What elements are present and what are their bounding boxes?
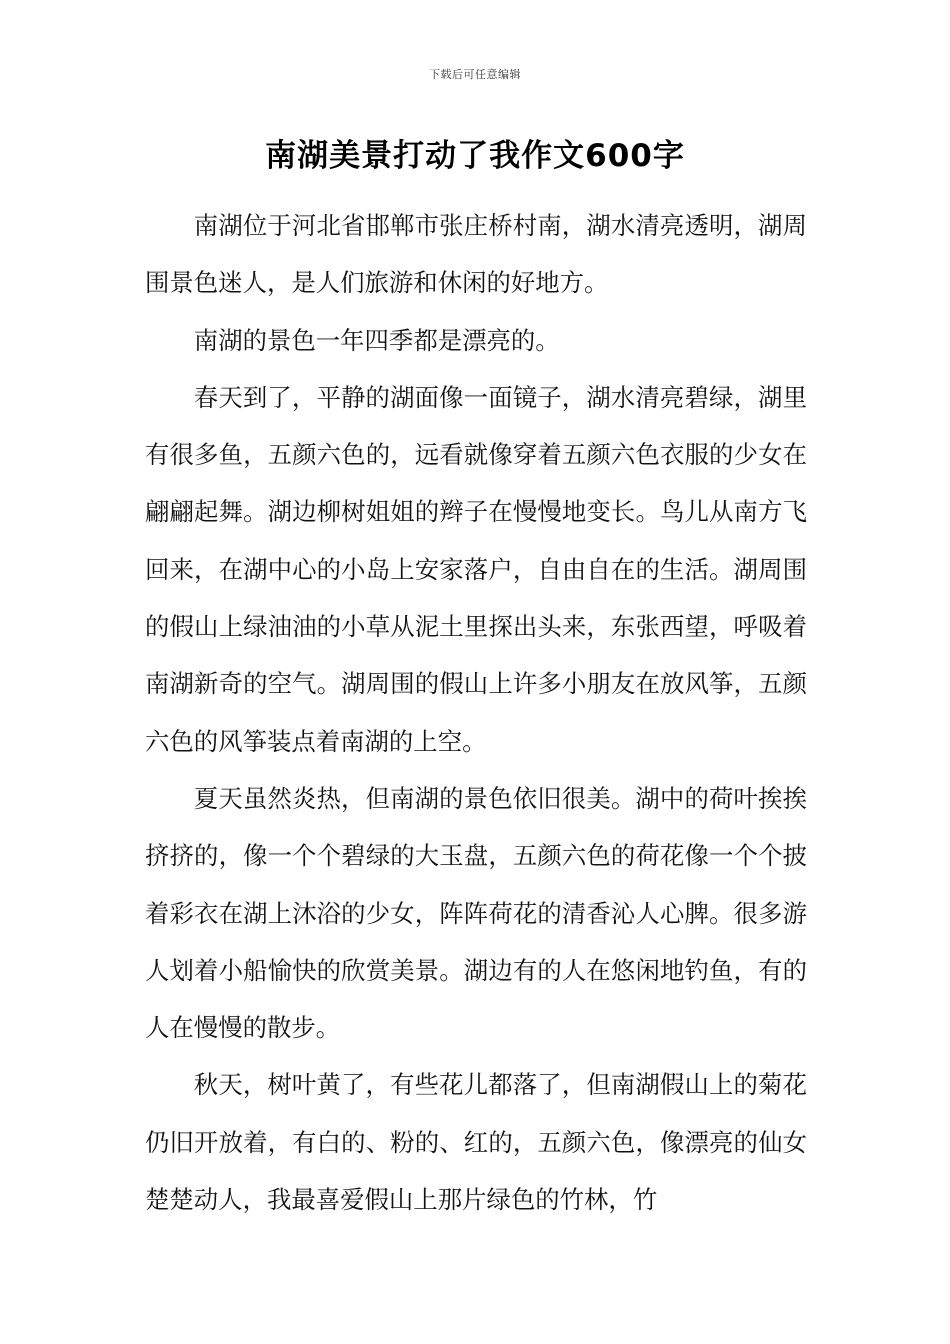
paragraph: 春天到了，平静的湖面像一面镜子，湖水清亮碧绿，湖里有很多鱼，五颜六色的，远看就像穿着五颜六色衣服的少女在翩翩起舞。湖边柳树姐姐的辫子在慢慢地变长。鸟儿从南方飞回来，在湖中心的小岛上安家落户，自由自在的生活。湖周围的假山上绿油油的小草从泥土里探出头来，东张西望，呼吸着南湖新奇的空气。湖周围的假山上许多小朋友在放风筝，五颜六色的风筝装点着南湖的上空。 bbox=[145, 382, 807, 756]
paragraph: 夏天虽然炎热，但南湖的景色依旧很美。湖中的荷叶挨挨挤挤的，像一个个碧绿的大玉盘，五颜六色的荷花像一个个披着彩衣在湖上沐浴的少女，阵阵荷花的清香沁人心脾。很多游人划着小船愉快的欣赏美景。湖边有的人在悠闲地钓鱼，有的人在慢慢的散步。 bbox=[145, 783, 807, 1043]
paragraph: 秋天，树叶黄了，有些花儿都落了，但南湖假山上的菊花仍旧开放着，有白的、粉的、红的，五颜六色，像漂亮的仙女楚楚动人，我最喜爱假山上那片绿色的竹林，竹 bbox=[145, 1070, 807, 1215]
paragraph: 南湖位于河北省邯郸市张庄桥村南，湖水清亮透明，湖周围景色迷人，是人们旅游和休闲的好地方。 bbox=[145, 211, 807, 298]
header-note: 下载后可任意编辑 bbox=[429, 68, 521, 81]
document-title: 南湖美景打动了我作文600字 bbox=[265, 138, 685, 174]
paragraph: 南湖的景色一年四季都是漂亮的。 bbox=[193, 325, 560, 355]
document-body bbox=[145, 197, 807, 1228]
